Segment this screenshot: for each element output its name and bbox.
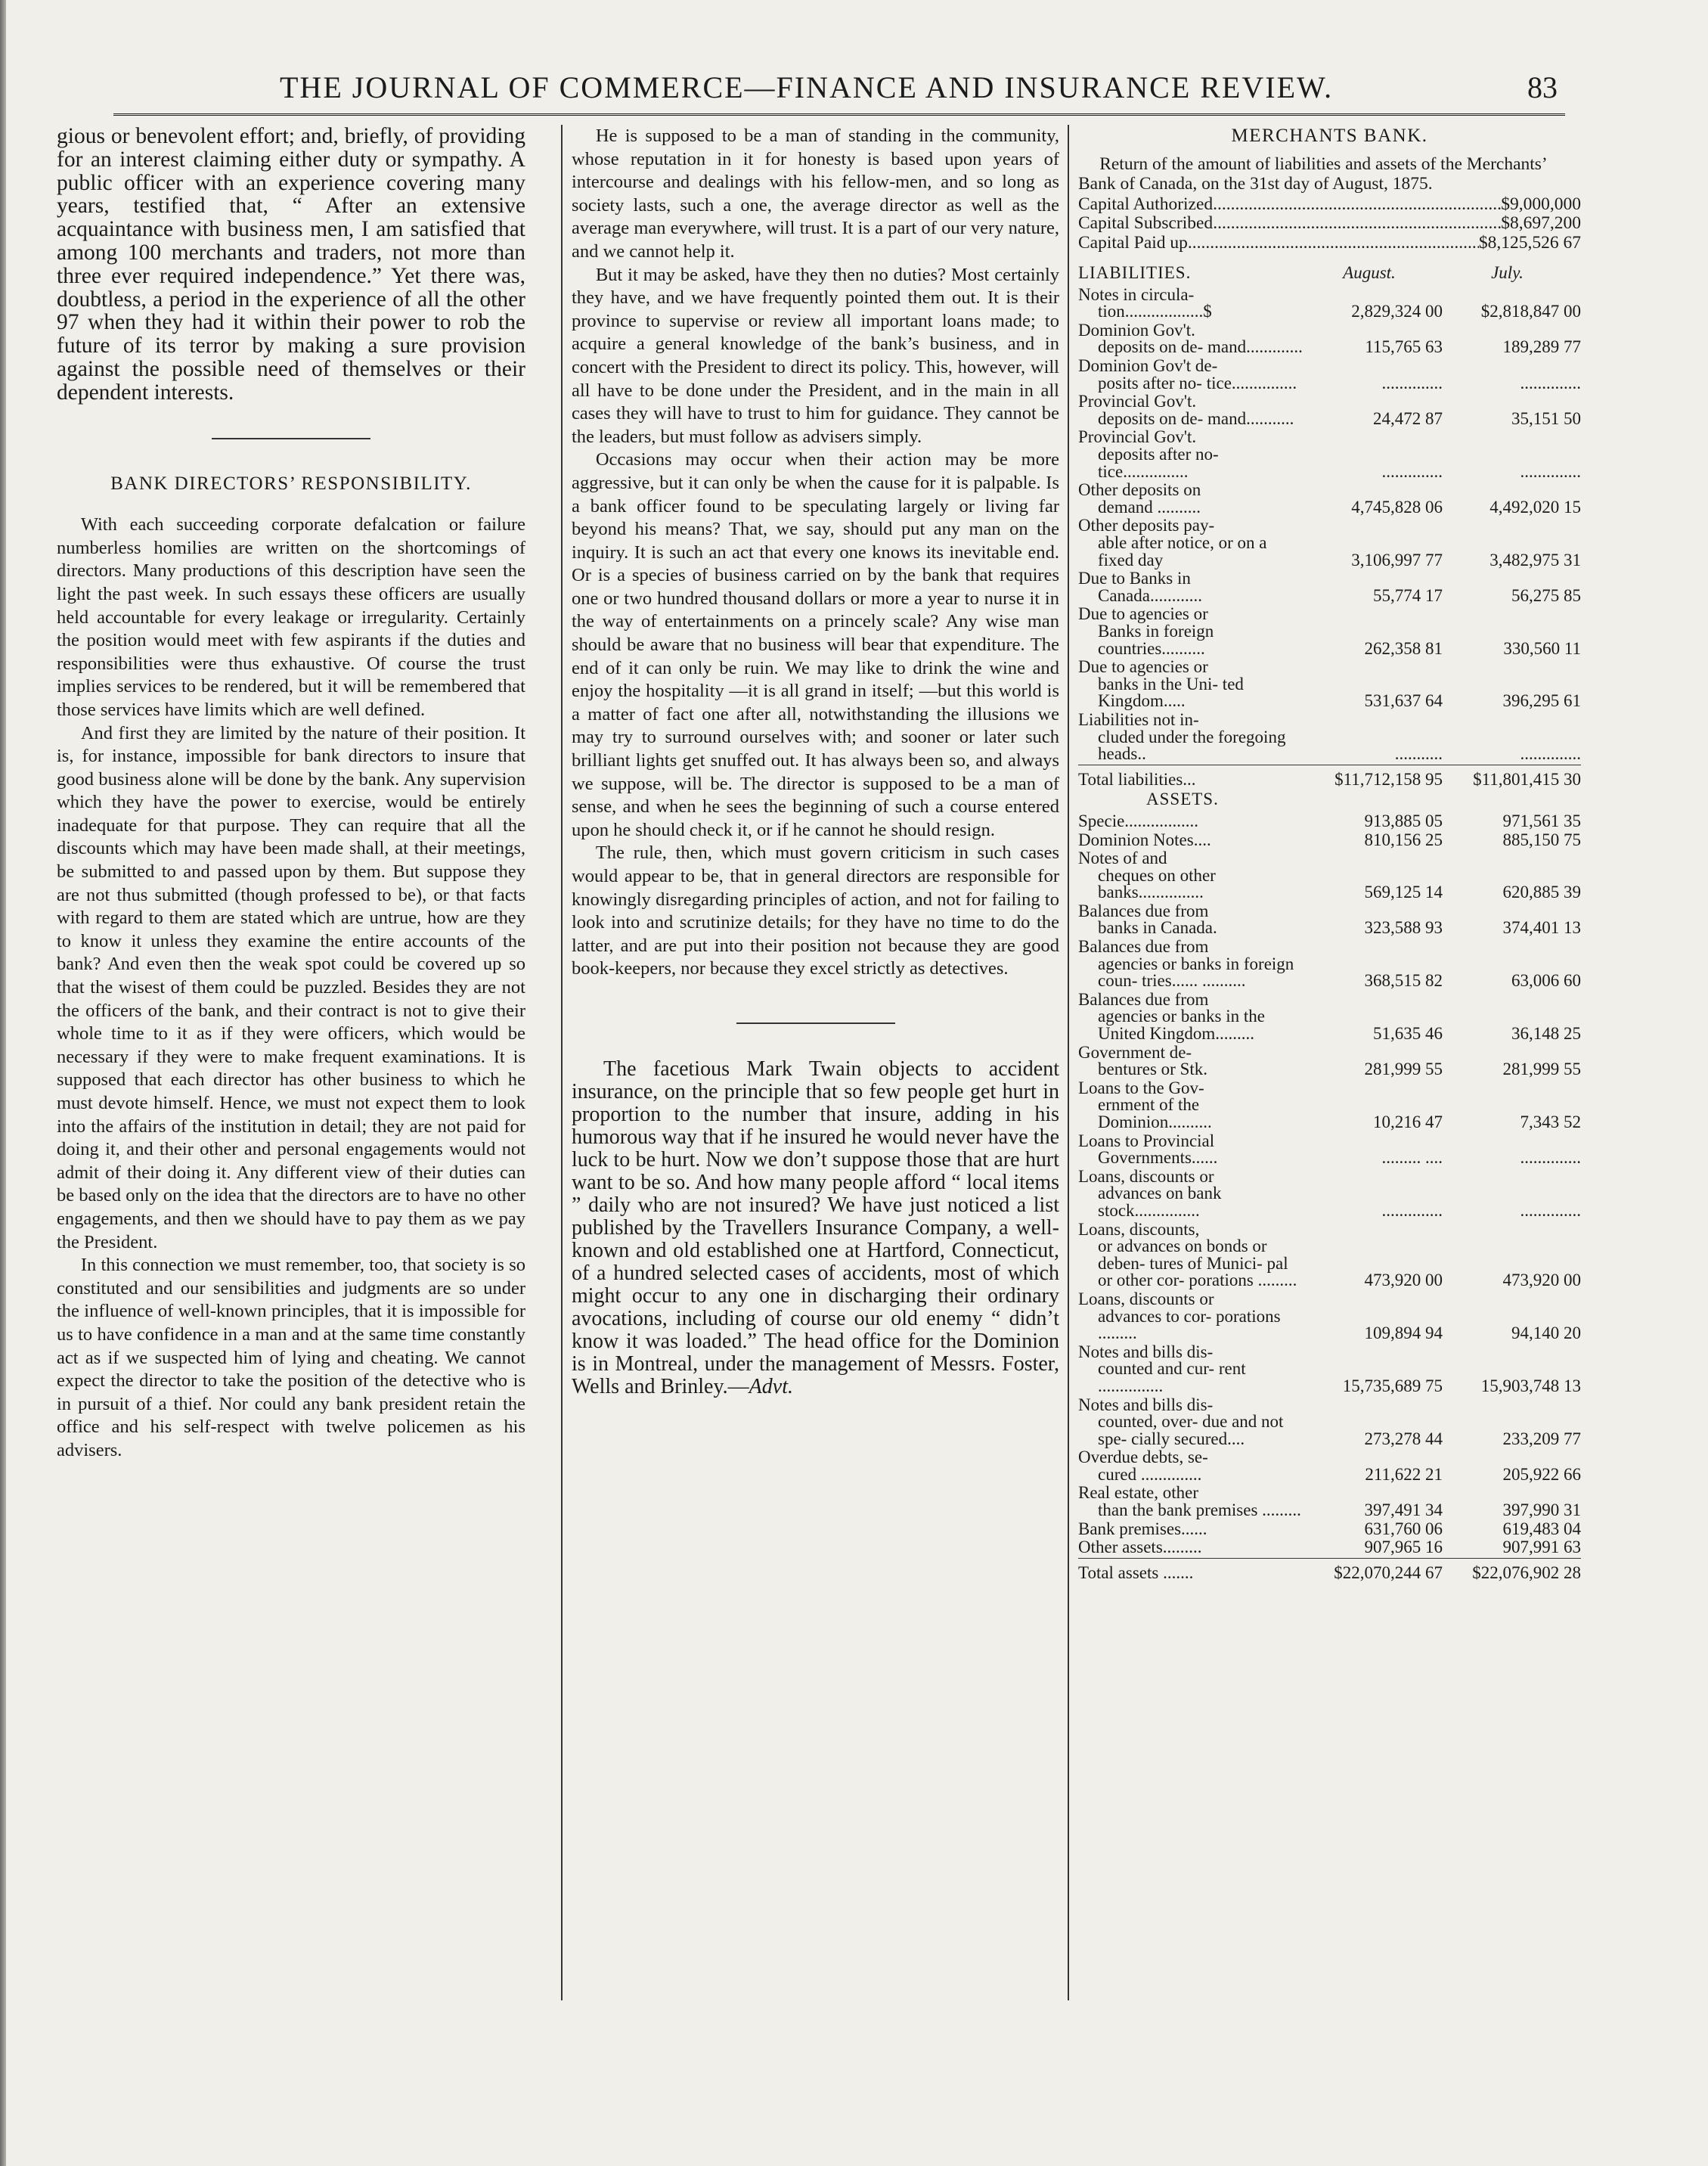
item-label-text: Provincial Gov't.: [1078, 427, 1197, 447]
insurance-notice: [572, 1058, 1059, 1398]
capital-row: [1078, 195, 1581, 215]
july-value: 907,991 63: [1502, 1538, 1581, 1557]
august-heading: August.: [1343, 263, 1396, 283]
article-paragraph: He is supposed to be a man of standing in the community, whose reputation in it for honesty is based upon years of intercourse and dealings with his fellow-men, and so long as society lasts, such a one, the average director as well as the average man everywhere, will trust. It is a part of our very nature, and we cannot help it.: [572, 126, 1059, 262]
item-label-continued: Governments......: [1098, 1148, 1218, 1168]
article-paragraph: With each succeeding corporate defalcation or failure numberless homilies are written on the shortcomings of directors. Many productions of this description have seen the light the past week. In such essays these officers are usually held accountable for every leakage or irregularity. Certainly the position would meet with few aspirants if the duties and responsibilities were thus exhaustive. Of course the trust implies services to be rendered, but it will be remembered that those services have limits which are well defined.: [57, 514, 525, 720]
item-label-continued: banks in the Uni- ted Kingdom.....: [1098, 674, 1244, 711]
july-value: $2,818,847 00: [1480, 302, 1581, 321]
august-value: 913,885 05: [1364, 811, 1443, 830]
item-label-continued: cluded under the foregoing heads..: [1098, 727, 1286, 764]
item-label-continued: deposits on de- mand.............: [1098, 337, 1303, 357]
item-label: [1078, 570, 1305, 606]
item-label: [1078, 1344, 1305, 1397]
august-value: 24,472 87: [1373, 408, 1443, 428]
item-label-text: Liabilities not in-: [1078, 709, 1199, 729]
july-value: 885,150 75: [1502, 830, 1581, 849]
august-value: ...........: [1394, 744, 1443, 764]
article-paragraph: The rule, then, which must govern criticism in such cases would appear to be, that in general directors are responsible for knowingly disregarding principles of action, and not for failing to look into and scrutinize details; for they have no time to do the latter, and are put into their position not because they are good book-keepers, nor because they excel strictly as detectives.: [572, 843, 1059, 979]
august-value: 2,829,324 00: [1351, 302, 1443, 321]
august-value: 211,622 21: [1365, 1464, 1443, 1484]
asset-row: [1078, 1080, 1581, 1133]
asset-row: [1078, 1344, 1581, 1397]
bank-intro: Return of the amount of liabilities and assets of the Merchants’ Bank of Canada, on the 31st day of August, 1875.: [1078, 154, 1547, 194]
item-label: [1078, 832, 1305, 851]
item-label: [1078, 939, 1305, 991]
asset-row: [1078, 1539, 1581, 1558]
total-july: $22,076,902 28: [1472, 1562, 1581, 1582]
bank-title: MERCHANTS BANK.: [1231, 126, 1428, 146]
august-value: 368,515 82: [1364, 971, 1443, 991]
july-value: ..............: [1520, 373, 1581, 393]
capital-row: [1078, 234, 1581, 253]
july-value: 94,140 20: [1511, 1323, 1581, 1343]
asset-row: [1078, 1521, 1581, 1540]
table-header: [1078, 262, 1581, 285]
august-value: 262,358 81: [1364, 638, 1443, 658]
item-label: [1078, 903, 1305, 939]
august-value: 473,920 00: [1364, 1271, 1443, 1290]
liability-row: [1078, 358, 1581, 393]
total-label: Total liabilities...: [1078, 769, 1196, 789]
total-label: Total assets .......: [1078, 1562, 1194, 1582]
july-heading: July.: [1491, 263, 1524, 283]
august-value: ..............: [1381, 1200, 1443, 1220]
july-value: 233,209 77: [1502, 1429, 1581, 1448]
total-august: $11,712,158 95: [1334, 769, 1443, 789]
july-value: 971,561 35: [1502, 811, 1581, 830]
item-label: [1078, 482, 1305, 517]
july-value: 205,922 66: [1502, 1464, 1581, 1484]
item-label-continued: tion..................$: [1098, 302, 1212, 321]
asset-row: [1078, 1397, 1581, 1450]
item-label-text: Due to agencies or: [1078, 604, 1208, 624]
liability-row: [1078, 287, 1581, 322]
august-value: 569,125 14: [1364, 883, 1443, 902]
item-label-text: Government de-: [1078, 1042, 1192, 1062]
item-label-continued: cheques on other banks...............: [1098, 865, 1216, 902]
liability-row: [1078, 570, 1581, 606]
total-august: $22,070,244 67: [1334, 1562, 1443, 1582]
column-left: [57, 125, 525, 1463]
total-liabilities-row: [1078, 765, 1581, 788]
august-value: 273,278 44: [1364, 1429, 1443, 1448]
notice-signature: Advt.: [749, 1374, 793, 1398]
august-value: 10,216 47: [1373, 1112, 1443, 1131]
july-value: 56,275 85: [1511, 585, 1581, 605]
july-value: 4,492,020 15: [1489, 497, 1581, 517]
august-value: 281,999 55: [1364, 1060, 1443, 1079]
item-label: [1078, 284, 1305, 322]
item-label-text: Balances due from: [1078, 989, 1209, 1009]
item-label: [1078, 1539, 1305, 1558]
august-value: 115,765 63: [1365, 337, 1443, 357]
item-label: [1078, 659, 1305, 712]
capital-label: Capital Authorized: [1078, 194, 1214, 214]
item-label-continued: deposits after no- tice...............: [1098, 445, 1219, 481]
article-paragraph: In this connection we must remember, too, that society is so constituted and our sensibilities and judgments are so under the influence of well-known principles, that it is impossible for us to have confidence in a man and at the same time constantly act as if we suspected him of lying and cheating. We cannot expect the director to take the position of the detective who is in pursuit of a thief. Nor could any bank president retain the office and his self-respect with twelve policemen as his advisers.: [57, 1255, 525, 1460]
item-label: [1078, 1221, 1305, 1291]
august-value: 55,774 17: [1373, 585, 1443, 605]
july-value: 7,343 52: [1520, 1112, 1581, 1131]
notice-text: The facetious Mark Twain objects to accident insurance, on the principle that so few people get hurt in proportion to the number that insure, adding in his humorous way that if he insured he would never have the luck to be hurt. Now we don’t suppose those that are hurt want to be so. And how many people afford “ local items ” daily who are not insured? We have just noticed a list published by the Travellers Insurance Company, a well-known and old established one at Hartford, Connecticut, of a hundred selected cases of accidents, most of which might occur to any one in discharging their ordinary avocations, including of course our old enemy “ didn’t know it was loaded.” The head office for the Dominion is in Montreal, under the management of Messrs. Foster, Wells and Brinley.—: [572, 1057, 1059, 1398]
august-value: 109,894 94: [1364, 1323, 1443, 1343]
liability-row: [1078, 322, 1581, 358]
item-label: [1078, 1168, 1305, 1221]
asset-row: [1078, 991, 1581, 1044]
item-label-text: Provincial Gov't.: [1078, 392, 1197, 411]
liability-row: [1078, 482, 1581, 517]
august-value: 631,760 06: [1364, 1519, 1443, 1538]
item-label-continued: agencies or banks in the United Kingdom.........: [1098, 1007, 1265, 1044]
item-label: [1078, 1133, 1305, 1168]
item-label: [1078, 1397, 1305, 1450]
item-label: [1078, 358, 1305, 393]
item-label-continued: ernment of the Dominion..........: [1098, 1095, 1212, 1131]
liability-row: [1078, 517, 1581, 570]
item-label: [1078, 429, 1305, 482]
item-label-text: Other assets.........: [1078, 1538, 1202, 1557]
item-label-text: Due to Banks in: [1078, 569, 1191, 588]
liability-row: [1078, 606, 1581, 659]
july-value: 281,999 55: [1502, 1060, 1581, 1079]
item-label-continued: bentures or Stk.: [1098, 1060, 1208, 1079]
page-header: [91, 70, 1588, 106]
august-value: 4,745,828 06: [1351, 497, 1443, 517]
july-value: ..............: [1520, 1148, 1581, 1168]
liability-row: [1078, 659, 1581, 712]
item-label-continued: advances on bank stock...............: [1098, 1184, 1222, 1220]
july-value: ..............: [1520, 461, 1581, 481]
capital-label: Capital Subscribed: [1078, 213, 1214, 234]
item-label-continued: demand ..........: [1098, 497, 1201, 517]
item-label-text: Notes of and: [1078, 849, 1167, 868]
capital-label: Capital Paid up: [1078, 232, 1188, 253]
liabilities-heading: LIABILITIES.: [1078, 263, 1192, 283]
july-value: 15,903,748 13: [1480, 1376, 1581, 1395]
item-label: [1078, 1291, 1305, 1344]
column-right: [1068, 125, 1581, 2000]
article-title: BANK DIRECTORS’ RESPONSIBILITY.: [110, 473, 472, 494]
item-label-continued: cured ..............: [1098, 1464, 1202, 1484]
item-label: [1078, 517, 1305, 570]
capital-value: $8,697,200: [1501, 213, 1581, 234]
item-label-text: Notes and bills dis-: [1078, 1342, 1214, 1361]
asset-row: [1078, 1168, 1581, 1221]
capital-value: $8,125,526 67: [1478, 232, 1581, 253]
item-label-text: Due to agencies or: [1078, 657, 1208, 677]
item-label-text: Balances due from: [1078, 901, 1209, 920]
august-value: 810,156 25: [1364, 830, 1443, 849]
august-value: 397,491 34: [1364, 1500, 1443, 1520]
item-label-text: Loans, discounts or: [1078, 1166, 1214, 1186]
item-label-text: Balances due from: [1078, 937, 1209, 957]
item-label-text: Overdue debts, se-: [1078, 1448, 1208, 1467]
asset-row: [1078, 1133, 1581, 1168]
august-value: ......... ....: [1381, 1148, 1443, 1168]
asset-row: [1078, 813, 1581, 832]
august-value: 907,965 16: [1364, 1538, 1443, 1557]
item-label-continued: counted, over- due and not spe- cially secured....: [1098, 1412, 1284, 1448]
column-middle: [561, 125, 1059, 2000]
scan-edge: [0, 0, 6, 2166]
asset-row: [1078, 1044, 1581, 1080]
asset-row: [1078, 903, 1581, 939]
running-title: THE JOURNAL OF COMMERCE—FINANCE AND INSURANCE REVIEW.: [280, 70, 1334, 104]
item-label: [1078, 709, 1305, 765]
july-value: 36,148 25: [1511, 1024, 1581, 1044]
header-rule: [113, 113, 1565, 116]
item-label: [1078, 606, 1305, 659]
july-value: ..............: [1520, 1200, 1581, 1220]
article-paragraph: But it may be asked, have they then no duties? Most certainly they have, and we have frequently pointed them out. It is their province to supervise or review all important loans made; to acquire a general knowledge of the bank’s business, and in concert with the President to direct its policy. This, however, will all have to be done under the President, and in the main in all cases they will have to trust to him for guidance. They cannot be the leaders, but must follow as advisers simply.: [572, 264, 1059, 447]
liability-row: [1078, 393, 1581, 429]
item-label-continued: Banks in foreign countries..........: [1098, 621, 1214, 658]
july-value: 189,289 77: [1502, 337, 1581, 357]
item-label: [1078, 393, 1305, 429]
asset-row: [1078, 1485, 1581, 1520]
asset-row: [1078, 1221, 1581, 1291]
item-label-text: Dominion Notes....: [1078, 830, 1211, 849]
item-label-text: Loans, discounts,: [1078, 1219, 1200, 1239]
item-label-continued: posits after no- tice...............: [1098, 373, 1297, 393]
item-label-text: Bank premises......: [1078, 1519, 1207, 1538]
article-paragraph: And first they are limited by the nature of their position. It is, for instance, impossible for bank directors to insure that good business alone will be done by the bank. Any supervision which they have the power to exercise, would be entirely inadequate for that purpose. They can require that all the discounts which may have been made shall, at their meetings, be submitted to and passed upon by them. But suppose they are not thus submitted (though professed to be), or that facts with regard to them are stated which are untrue, how are they to know it unless they examine the entire accounts of the bank? And even then the weak spot could be covered up so that the wisest of them could be puzzled. Besides they are not the officers of the bank, and their contract is not to give their whole time to it as if they were officers, which would be necessary if they were to make frequent examinations. It is supposed that each director has other business to which he must devote himself. Hence, we must not expect them to look into the affairs of the institution in detail; they are not paid for doing it, and their other and personal engagements would not admit of their doing it. Any different view of their duties can be based only on the idea that the directors are to have no other engagements, and then we should have to pay them as we pay the President.: [57, 722, 525, 1252]
july-value: 330,560 11: [1503, 638, 1581, 658]
asset-row: [1078, 1291, 1581, 1344]
item-label-text: Real estate, other: [1078, 1483, 1199, 1503]
capital-value: $9,000,000: [1501, 194, 1581, 214]
asset-row: [1078, 939, 1581, 991]
item-label-text: Specie.................: [1078, 811, 1199, 830]
item-label-text: Other deposits pay-: [1078, 516, 1215, 535]
liabilities-table: [1078, 284, 1581, 1582]
item-label: [1078, 1449, 1305, 1485]
assets-heading: ASSETS.: [1146, 790, 1219, 809]
august-value: 51,635 46: [1373, 1024, 1443, 1044]
august-value: 531,637 64: [1364, 691, 1443, 711]
item-label-text: Dominion Gov't.: [1078, 320, 1195, 340]
item-label-continued: deposits on de- mand...........: [1098, 408, 1294, 428]
lead-paragraph: gious or benevolent effort; and, briefly, of providing for an interest claiming either duty or sympathy. A public officer with an experience covering many years, testified that, “ After an extensive acquaintance with business men, I am satisfied that among 100 merchants and traders, not more than three ever required independence.” Yet there was, doubtless, a period in the experience of all the other 97 when they had it within their power to rob the future of its terror by making a sure provision against the possible need of themselves or their dependent interests.: [57, 124, 525, 405]
article-divider: [212, 438, 370, 439]
item-label-continued: agencies or banks in foreign coun- tries...... ..........: [1098, 954, 1294, 991]
item-label-continued: or advances on bonds or deben- tures of Munici- pal or other cor- porations .........: [1098, 1237, 1297, 1290]
august-value: 323,588 93: [1364, 918, 1443, 938]
july-value: 3,482,975 31: [1489, 550, 1581, 569]
item-label: [1078, 813, 1305, 832]
article-paragraph: Occasions may occur when their action may be more aggressive, but it can only be when the cause for it is palpable. Is a bank officer found to be speculating largely or living far beyond his means? That, we say, should put any man on the inquiry. It is such an act that every one knows its inevitable end. Or is a species of business carried on by the bank that requires one or two hundred thousand dollars or more a year to nurse it in the way of entertainments on a princely scale? Any wise man should be aware that no business will bear that expenditure. The end of it can only be ruin. We may like to drink the wine and enjoy the hospitality —it is all grand in itself; —but this world is a matter of fact one after all, notwithstanding the illusions we may try to surround ourselves with; and sooner or later such brilliant lights get snuffed out. It has always been so, and always we suppose, will be. The director is supposed to be a man of sense, and when he sees the beginning of such a course entered upon he should check it, or if he cannot he should resign.: [572, 449, 1059, 840]
item-label: [1078, 1080, 1305, 1133]
page-number: 83: [1527, 70, 1558, 104]
item-label-continued: banks in Canada.: [1098, 918, 1217, 938]
total-assets-row: [1078, 1558, 1581, 1581]
item-label-text: Notes and bills dis-: [1078, 1395, 1214, 1414]
asset-row: [1078, 1449, 1581, 1485]
item-label-continued: able after notice, or on a fixed day: [1098, 533, 1267, 569]
august-value: ..............: [1381, 373, 1443, 393]
july-value: 396,295 61: [1502, 691, 1581, 711]
item-label-continued: than the bank premises .........: [1098, 1500, 1301, 1520]
item-label: [1078, 850, 1305, 903]
item-label-continued: advances to cor- porations .........: [1098, 1306, 1281, 1343]
item-label: [1078, 322, 1305, 358]
item-label-continued: Canada............: [1098, 585, 1202, 605]
july-value: 374,401 13: [1502, 918, 1581, 938]
item-label-text: Loans, discounts or: [1078, 1289, 1214, 1308]
july-value: 35,151 50: [1511, 408, 1581, 428]
july-value: 63,006 60: [1511, 971, 1581, 991]
item-label: [1078, 991, 1305, 1044]
july-value: 619,483 04: [1502, 1519, 1581, 1538]
item-label-text: Dominion Gov't de-: [1078, 356, 1218, 376]
item-label-text: Loans to the Gov-: [1078, 1078, 1204, 1097]
item-label-text: Loans to Provincial: [1078, 1131, 1215, 1150]
item-label: [1078, 1521, 1305, 1540]
capital-row: [1078, 214, 1581, 234]
august-value: 3,106,997 77: [1351, 550, 1443, 569]
july-value: 620,885 39: [1502, 883, 1581, 902]
notice-divider: [736, 1022, 895, 1024]
item-label: [1078, 1044, 1305, 1080]
liability-row: [1078, 429, 1581, 482]
july-value: ..............: [1520, 744, 1581, 764]
liability-row: [1078, 712, 1581, 765]
asset-row: [1078, 850, 1581, 903]
item-label-text: Other deposits on: [1078, 480, 1201, 500]
july-value: 397,990 31: [1502, 1500, 1581, 1520]
item-label-text: Notes in circula-: [1078, 284, 1195, 304]
july-value: 473,920 00: [1502, 1271, 1581, 1290]
item-label-continued: counted and cur- rent ...............: [1098, 1359, 1246, 1395]
item-label: [1078, 1485, 1305, 1520]
asset-row: [1078, 832, 1581, 851]
total-july: $11,801,415 30: [1473, 769, 1581, 789]
august-value: ..............: [1381, 461, 1443, 481]
august-value: 15,735,689 75: [1342, 1376, 1443, 1395]
